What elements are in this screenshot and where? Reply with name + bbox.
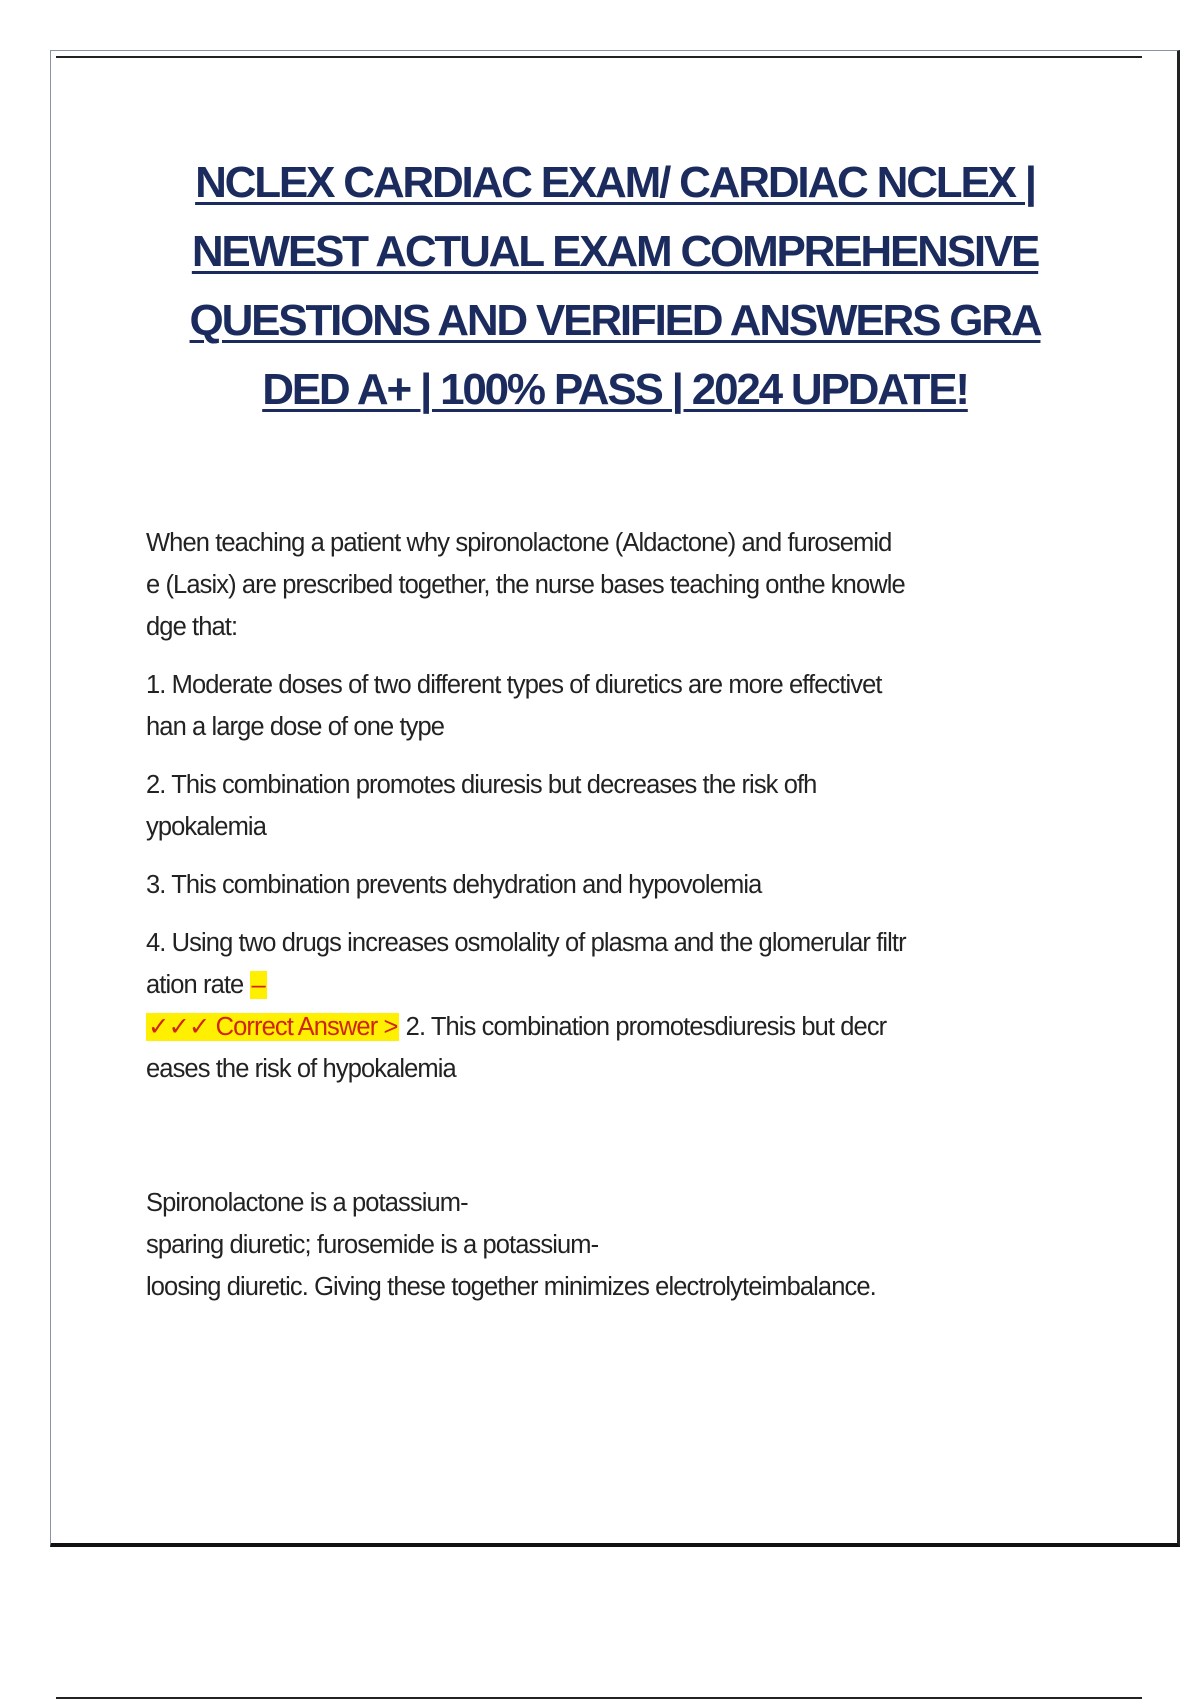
text-line: 1. Moderate doses of two different types of diuretics are more effectivet: [146, 671, 882, 699]
question-stem: [146, 522, 1086, 648]
text-line: Spironolactone is a potassium-: [146, 1189, 468, 1217]
text-line: 4. Using two drugs increases osmolality of plasma and the glomerular filtr: [146, 929, 906, 957]
text-line: When teaching a patient why spironolactone (Aldactone) and furosemid: [146, 529, 892, 557]
bottom-rule: [56, 1697, 1142, 1699]
text-line: 2. This combination promotes diuresis but decreases the risk ofh: [146, 771, 817, 799]
document-title: [100, 148, 1130, 424]
option-3: [146, 864, 1086, 906]
title-line: NEWEST ACTUAL EXAM COMPREHENSIVE: [191, 227, 1039, 276]
correct-answer: [146, 1006, 1086, 1090]
text-line: e (Lasix) are prescribed together, the nurse bases teaching onthe knowle: [146, 571, 905, 599]
answer-text: eases the risk of hypokalemia: [146, 1055, 456, 1083]
answer-text: 2. This combination promotesdiuresis but decr: [405, 1013, 887, 1041]
text-line: sparing diuretic; furosemide is a potassium-: [146, 1231, 599, 1259]
text-line: dge that:: [146, 613, 238, 641]
correct-answer-label: ✓✓✓ Correct Answer >: [148, 1013, 398, 1041]
option-4: [146, 922, 1086, 1006]
rationale: [146, 1182, 1086, 1308]
title-line: DED A+ | 100% PASS | 2024 UPDATE!: [262, 365, 968, 414]
option-2: [146, 764, 1086, 848]
answer-dash: –: [251, 971, 265, 999]
text-line: ation rate: [146, 971, 244, 999]
question-block: [146, 522, 1086, 1308]
title-line: QUESTIONS AND VERIFIED ANSWERS GRA: [189, 296, 1041, 345]
text-line: ypokalemia: [146, 813, 266, 841]
text-line: 3. This combination prevents dehydration and hypovolemia: [146, 871, 762, 899]
option-1: [146, 664, 1086, 748]
top-rule: [56, 56, 1142, 58]
text-line: loosing diuretic. Giving these together minimizes electrolyteimbalance.: [146, 1273, 876, 1301]
text-line: han a large dose of one type: [146, 713, 445, 741]
title-line: NCLEX CARDIAC EXAM/ CARDIAC NCLEX |: [195, 158, 1035, 207]
